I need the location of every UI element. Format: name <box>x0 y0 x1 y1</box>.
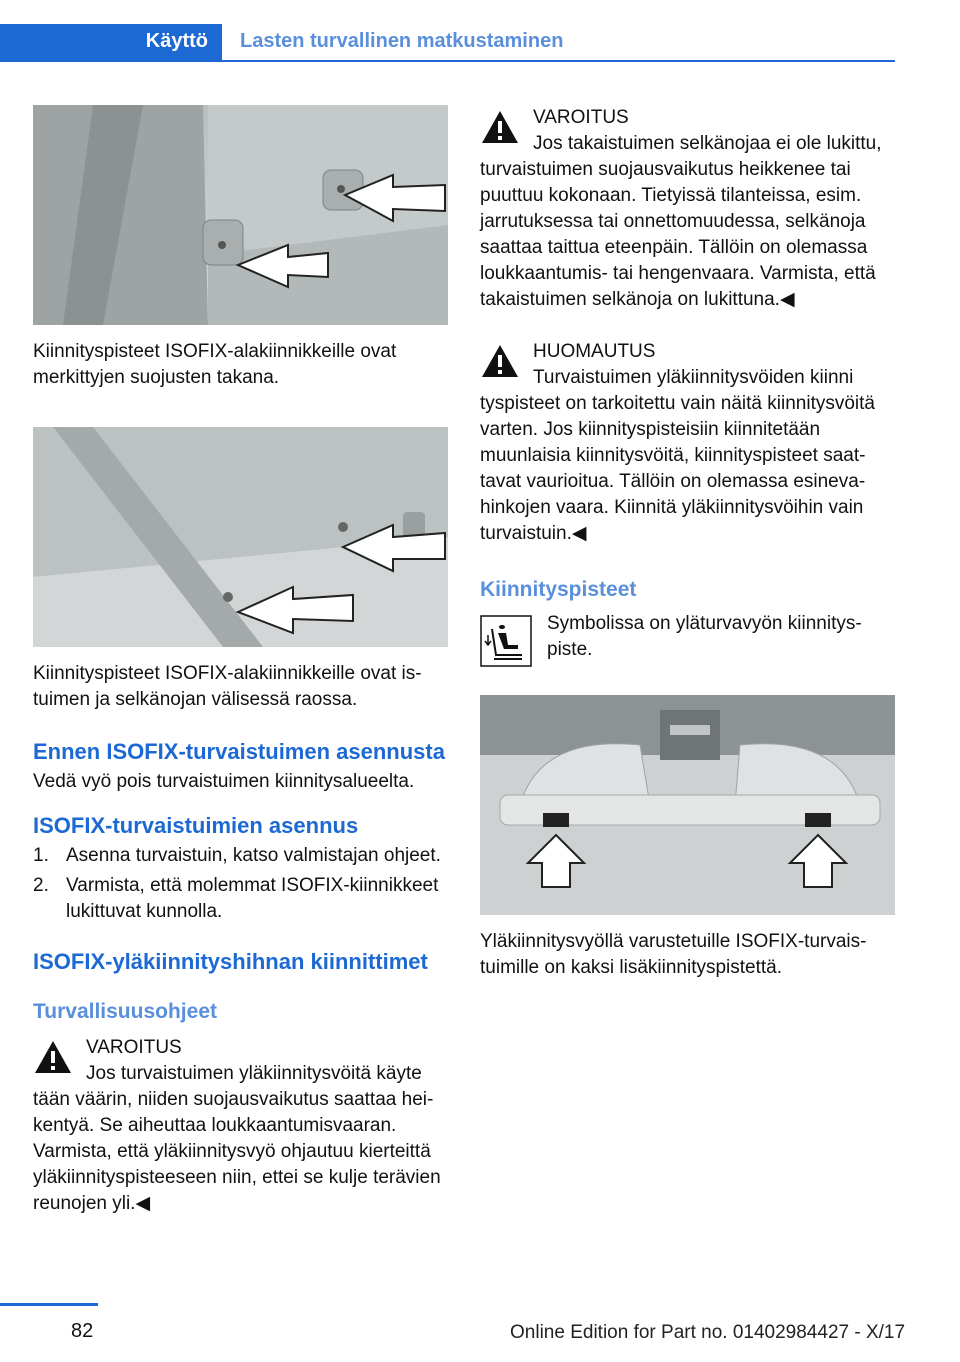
install-steps <box>33 843 448 925</box>
section-label: Käyttö <box>145 30 208 52</box>
notice-first-line: Turvaistuimen yläkiinnitysvöiden kiinni <box>533 367 854 388</box>
list-item <box>33 873 448 925</box>
heading-isofix-install: ISOFIX-turvaistuimien asennus <box>33 813 359 838</box>
list-item <box>33 843 448 869</box>
step-number: 2. <box>33 875 49 896</box>
warning-title: VAROITUS <box>86 1037 182 1058</box>
caption-2: Kiinnityspisteet ISOFIX-alakiinnikkeille ovat istuimen ja selkänojan välisessä raossa. <box>33 663 422 710</box>
warning-icon <box>33 1039 73 1075</box>
caption-1: Kiinnityspisteet ISOFIX-alakiinnikkeille ovat merkittyjen suojusten takana. <box>33 341 397 388</box>
warning-block <box>33 1035 448 1217</box>
notice-block <box>480 339 895 547</box>
footer-divider <box>0 1303 98 1306</box>
right-column <box>480 105 895 981</box>
notice-text: tyspisteet on tarkoitettu vain näitä kiinnitysvöitä varten. Jos kiinnityspisteisiin kiinnitetään muunlaisia kiinnitysvöitä, kiinnityspisteet saattavat vaurioitua. Tällöin on olemassa esinevahinkojen vaara. Kiinnitä yläkiinnitysvöihin vain turvaistuin.◀ <box>480 393 875 544</box>
heading-before-install: Ennen ISOFIX-turvaistuimen asennusta <box>33 739 445 764</box>
warning-first-line: Jos turvaistuimen yläkiinnitysvöitä käyte <box>86 1063 422 1084</box>
warning-text: turvaistuimen suojausvaikutus heikkenee tai puuttuu kokonaan. Tietyissä tilanteissa, esim. jarrutuksessa tai onnettomuudessa, selkänoja saattaa taittua eteenpäin. Tällöin on olemassa loukkaantumis- tai hengenvaara. Varmista, että takaistuimen selkänoja on lukittuna.◀ <box>480 159 876 310</box>
warning-title: VAROITUS <box>533 107 629 128</box>
warning-icon <box>480 109 520 145</box>
heading-anchor-points: Kiinnityspisteet <box>480 578 637 601</box>
para-before-install: Vedä vyö pois turvaistuimen kiinnitysalueelta. <box>33 771 415 792</box>
symbol-text: Symbolissa on yläturvavyön kiinnityspiste. <box>547 613 862 660</box>
step-text: Asenna turvaistuin, katso valmistajan ohjeet. <box>66 845 441 866</box>
caption-3: Yläkiinnitysvyöllä varustetuille ISOFIX-turvaistuimille on kaksi lisäkiinnityspistettä. <box>480 931 867 978</box>
warning-first-line: Jos takaistuimen selkänojaa ei ole lukittu, <box>533 133 882 154</box>
heading-safety: Turvallisuusohjeet <box>33 1000 217 1023</box>
warning-block <box>480 105 895 313</box>
photo-rear-anchor-points <box>480 695 895 915</box>
left-column <box>33 105 448 1217</box>
step-text: Varmista, että molemmat ISOFIX-kiinnikkeet lukittuvat kunnolla. <box>66 875 439 922</box>
warning-icon <box>480 343 520 379</box>
page-number: 82 <box>71 1320 94 1342</box>
page-header <box>0 24 895 62</box>
symbol-note <box>480 611 895 667</box>
notice-title: HUOMAUTUS <box>533 341 656 362</box>
photo-seat-covers <box>33 105 448 325</box>
warning-text: tään väärin, niiden suojausvaikutus saattaa heikentyä. Se aiheuttaa loukkaantumisvaaran. Varmista, että yläkiinnitysvyö ohjautuu kierteittä yläkiinnityspisteeseen niin, ettei se kulje terävien reunojen yli.◀ <box>33 1089 441 1214</box>
breadcrumb: Lasten turvallinen matkustaminen <box>240 30 564 52</box>
child-seat-anchor-icon <box>480 615 532 667</box>
header-divider <box>222 60 895 62</box>
heading-upper-anchors: ISOFIX-yläkiinnityshihnan kiinnittimet <box>33 949 428 974</box>
edition-note: Online Edition for Part no. 01402984427 - X/17 <box>510 1322 906 1343</box>
step-number: 1. <box>33 845 49 866</box>
section-tab <box>0 24 222 62</box>
photo-seat-gap <box>33 427 448 647</box>
